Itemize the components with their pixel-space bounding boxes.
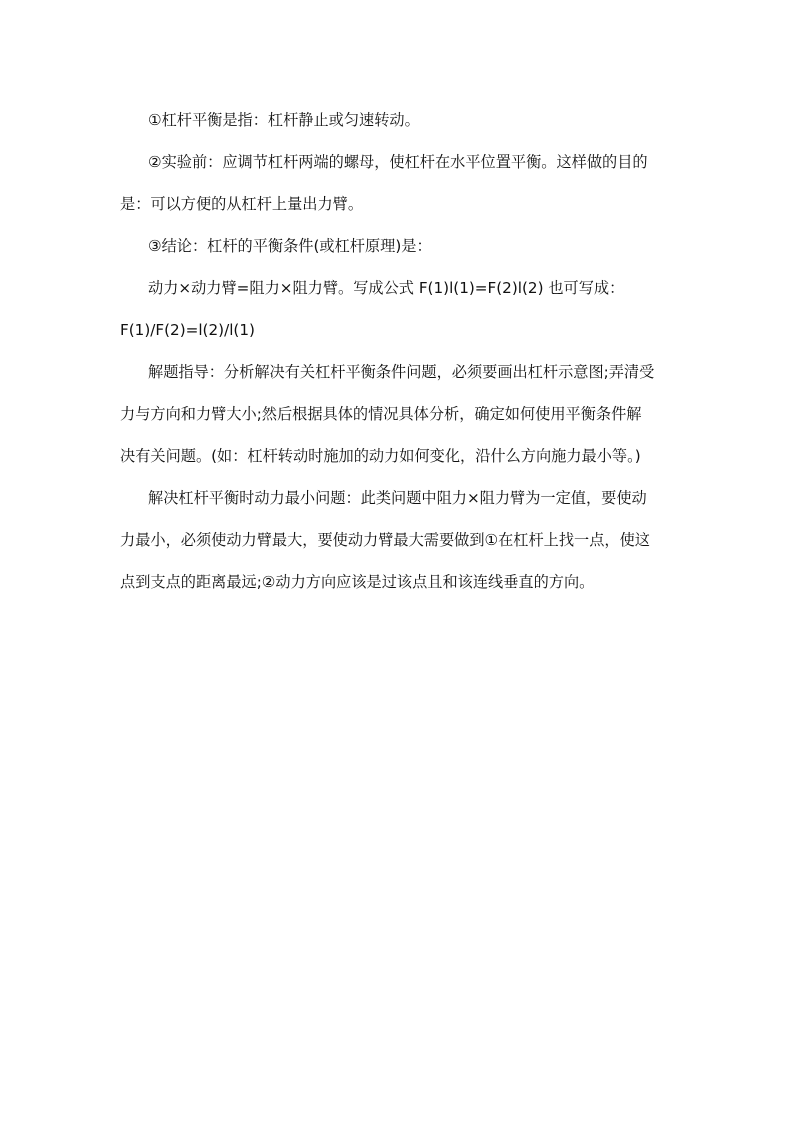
text-line: 决有关问题。(如：杠杆转动时施加的动力如何变化，沿什么方向施力最小等。) <box>120 447 641 465</box>
text-line: ①杠杆平衡是指：杠杆静止或匀速转动。 <box>148 111 420 129</box>
text-line: 力最小，必须使动力臂最大，要使动力臂最大需要做到①在杠杆上找一点，使这 <box>120 531 650 549</box>
text-line: ②实验前：应调节杠杆两端的螺母，使杠杆在水平位置平衡。这样做的目的 <box>148 153 648 171</box>
text-line: 是：可以方便的从杠杆上量出力臂。 <box>120 195 363 213</box>
text-line: 解题指导：分析解决有关杠杆平衡条件问题，必须要画出杠杆示意图;弄清受 <box>148 363 655 381</box>
text-line: 点到支点的距离最远;②动力方向应该是过该点且和该连线垂直的方向。 <box>120 573 595 591</box>
text-line: ③结论：杠杆的平衡条件(或杠杆原理)是： <box>148 237 432 255</box>
text-line: 解决杠杆平衡时动力最小问题：此类问题中阻力×阻力臂为一定值，要使动 <box>148 489 647 507</box>
text-line: 动力×动力臂=阻力×阻力臂。写成公式 F(1)l(1)=F(2)l(2) 也可写成： <box>148 279 625 297</box>
text-line: 力与方向和力臂大小;然后根据具体的情况具体分析，确定如何使用平衡条件解 <box>120 405 642 423</box>
text-line: F(1)/F(2)=l(2)/l(1) <box>120 321 255 339</box>
